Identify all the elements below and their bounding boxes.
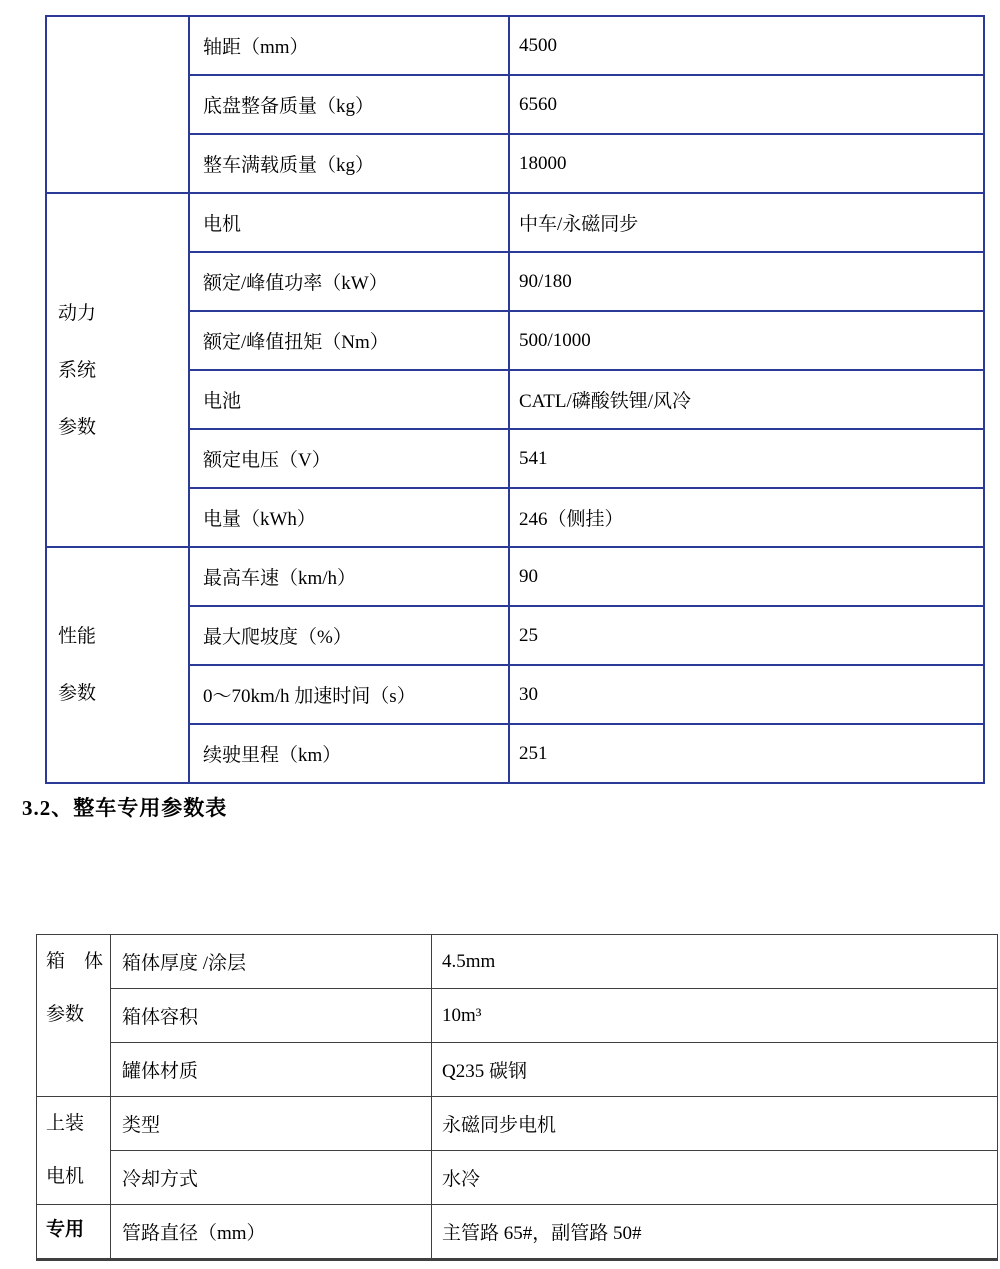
- param-name: 最大爬坡度（%）: [189, 606, 509, 665]
- group-label-line: 性能: [58, 626, 97, 647]
- param-name: 最高车速（km/h）: [189, 547, 509, 606]
- param-name: 类型: [111, 1097, 432, 1151]
- group-label-line: 参数: [58, 416, 97, 438]
- param-value: 10m³: [432, 989, 998, 1043]
- param-name: 箱体容积: [111, 989, 432, 1043]
- param-value: 永磁同步电机: [432, 1097, 998, 1151]
- param-value: 中车/永磁同步: [509, 193, 984, 252]
- param-value: CATL/磷酸铁锂/风冷: [509, 370, 984, 429]
- group-label-performance: [46, 547, 189, 783]
- param-value: 90: [509, 547, 984, 606]
- table-row: [37, 1043, 998, 1097]
- group-label-line: 参数: [58, 683, 97, 704]
- group-label-empty: [46, 16, 189, 193]
- param-name: 轴距（mm）: [189, 16, 509, 75]
- param-name: 额定/峰值功率（kW）: [189, 252, 509, 311]
- group-label-body-motor: [37, 1097, 111, 1205]
- group-label-line: 箱 体: [46, 951, 104, 972]
- param-name: 电池: [189, 370, 509, 429]
- table-row: [37, 935, 998, 989]
- group-label-line: 参数: [46, 1004, 85, 1025]
- param-value: 25: [509, 606, 984, 665]
- param-name: 箱体厚度 /涂层: [111, 935, 432, 989]
- group-label-line: 上装: [46, 1113, 85, 1134]
- param-name: 0～70km/h 加速时间（s）: [189, 665, 509, 724]
- param-name: 续驶里程（km）: [189, 724, 509, 783]
- table-row: [37, 989, 998, 1043]
- param-value: 4.5mm: [432, 935, 998, 989]
- param-value: 90/180: [509, 252, 984, 311]
- group-label-special: [37, 1205, 111, 1260]
- table-row: [37, 1151, 998, 1205]
- group-label-tank-body: [37, 935, 111, 1097]
- param-name: 管路直径（mm）: [111, 1205, 432, 1260]
- param-value: 18000: [509, 134, 984, 193]
- param-name: 电机: [189, 193, 509, 252]
- group-label-line: 系统: [58, 359, 97, 381]
- param-value: 6560: [509, 75, 984, 134]
- group-label-powertrain: [46, 193, 189, 547]
- general-params-table: [45, 15, 985, 784]
- group-label-line: 电机: [46, 1166, 85, 1187]
- param-name: 额定电压（V）: [189, 429, 509, 488]
- param-value: 541: [509, 429, 984, 488]
- section-heading: 3.2、整车专用参数表: [22, 796, 228, 820]
- special-params-table: [36, 934, 998, 1261]
- group-label-line: 动力: [58, 302, 97, 324]
- param-value: 500/1000: [509, 311, 984, 370]
- table-row: [46, 193, 984, 252]
- param-value: 水冷: [432, 1151, 998, 1205]
- param-value: 4500: [509, 16, 984, 75]
- param-name: 罐体材质: [111, 1043, 432, 1097]
- param-value: 246（侧挂）: [509, 488, 984, 547]
- param-name: 电量（kWh）: [189, 488, 509, 547]
- param-value: 251: [509, 724, 984, 783]
- param-name: 冷却方式: [111, 1151, 432, 1205]
- table-row: [37, 1097, 998, 1151]
- param-value: Q235 碳钢: [432, 1043, 998, 1097]
- table-row: [46, 16, 984, 75]
- param-name: 底盘整备质量（kg）: [189, 75, 509, 134]
- param-name: 整车满载质量（kg）: [189, 134, 509, 193]
- param-value: 主管路 65#，副管路 50#: [432, 1205, 998, 1260]
- table-row: [46, 547, 984, 606]
- param-value: 30: [509, 665, 984, 724]
- table-row: [37, 1205, 998, 1260]
- group-label-line: 专用: [46, 1219, 85, 1240]
- param-name: 额定/峰值扭矩（Nm）: [189, 311, 509, 370]
